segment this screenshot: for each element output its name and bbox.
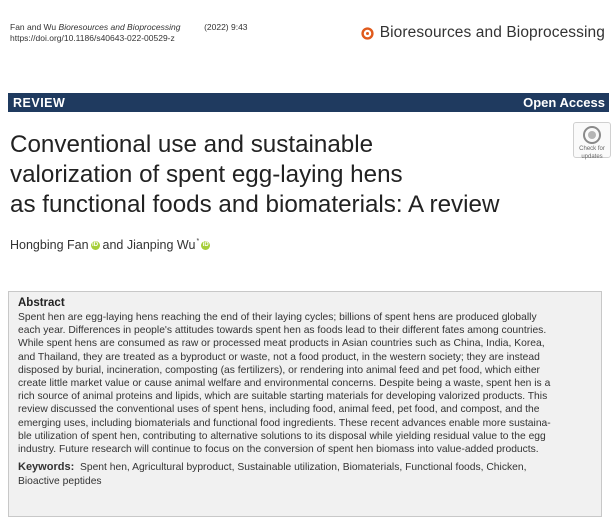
abstract-line: While spent hens are consumed as raw or processed meat products in Asian countries such as China, India, Korea, [18,338,545,350]
author-name[interactable]: Jianping Wu [126,238,196,252]
citation-line [10,22,248,33]
check-updates-label-line1: Check for [579,146,605,152]
citation-year-page: (2022) 9:43 [204,22,248,32]
abstract-line: rich source of animal proteins and lipids, which are suitable starting materials for developing valorized products. This [18,391,548,403]
author-list [10,238,213,252]
citation-authors: Fan and Wu [10,22,57,32]
open-access-label: Open Access [523,95,605,110]
citation-block [10,22,248,44]
journal-name: Bioresources and Bioprocessing [379,24,605,41]
check-updates-icon [583,126,601,144]
title-line: Conventional use and sustainable [10,131,374,158]
abstract-line: disposed by burial, incineration, composting (as fertilizers), or rendering into animal feed and pet food, which either [18,364,540,376]
journal-brand[interactable] [361,24,605,42]
abstract-line: review discussed the conventional uses of spent hens, including food, animal feed, pet food, and compost, and the [18,404,540,416]
abstract-box [8,291,602,517]
abstract-line: ble utilization of spent hen, contributing to alternative solutions to its disposal while yielding residual value to the egg [18,430,546,442]
check-for-updates-button[interactable] [573,122,611,158]
citation-journal: Bioresources and Bioprocessing [58,22,181,32]
abstract-heading: Abstract [18,297,65,309]
author-name[interactable]: Hongbing Fan [10,238,89,252]
orcid-icon[interactable]: iD [202,241,209,248]
article-title [10,130,570,220]
author-connector: and [102,238,124,252]
check-updates-label-line2: updates [581,154,603,160]
title-line: valorization of spent egg-laying hens [10,161,403,188]
corresponding-author-mark: * [196,237,200,245]
abstract-line: Spent hen are egg-laying hens reaching the end of their laying cycles; billions of spent hens are produced globally [18,312,537,323]
abstract-line: emerging uses, including biomaterials and functional food ingredients. These recent advances enable more sustaina- [18,417,551,429]
abstract-line: industry. Future research will continue to focus on the conversion of spent hen biomass into value-added products. [18,444,539,456]
journal-logo-icon [361,27,374,40]
keywords-list: Spent hen, Agricultural byproduct, Sustainable utilization, Biomaterials, Functional foods, Chicken, [79,462,527,474]
doi-link[interactable]: https://doi.org/10.1186/s40643-022-00529-z [10,33,175,43]
keywords [18,460,593,489]
abstract-text [18,311,593,456]
article-type-label: REVIEW [13,95,66,110]
keywords-list-continued: Bioactive peptides [18,476,102,488]
abstract-line: and Thailand, they are treated as a byproduct or waste, not a food product, in the western society; they are instead [18,351,540,363]
abstract-line: create little market value or cause animal welfare and environmental concerns. Despite being a waste, spent hen is a [18,378,551,390]
keywords-label: Keywords: [18,461,75,474]
article-type-bar [8,93,609,112]
abstract-line: each year. Differences in people's attitudes towards spent hen as foods lead to their different fates among countries. [18,325,547,337]
orcid-icon[interactable]: iD [92,241,99,248]
title-line: as functional foods and biomaterials: A review [10,191,500,218]
